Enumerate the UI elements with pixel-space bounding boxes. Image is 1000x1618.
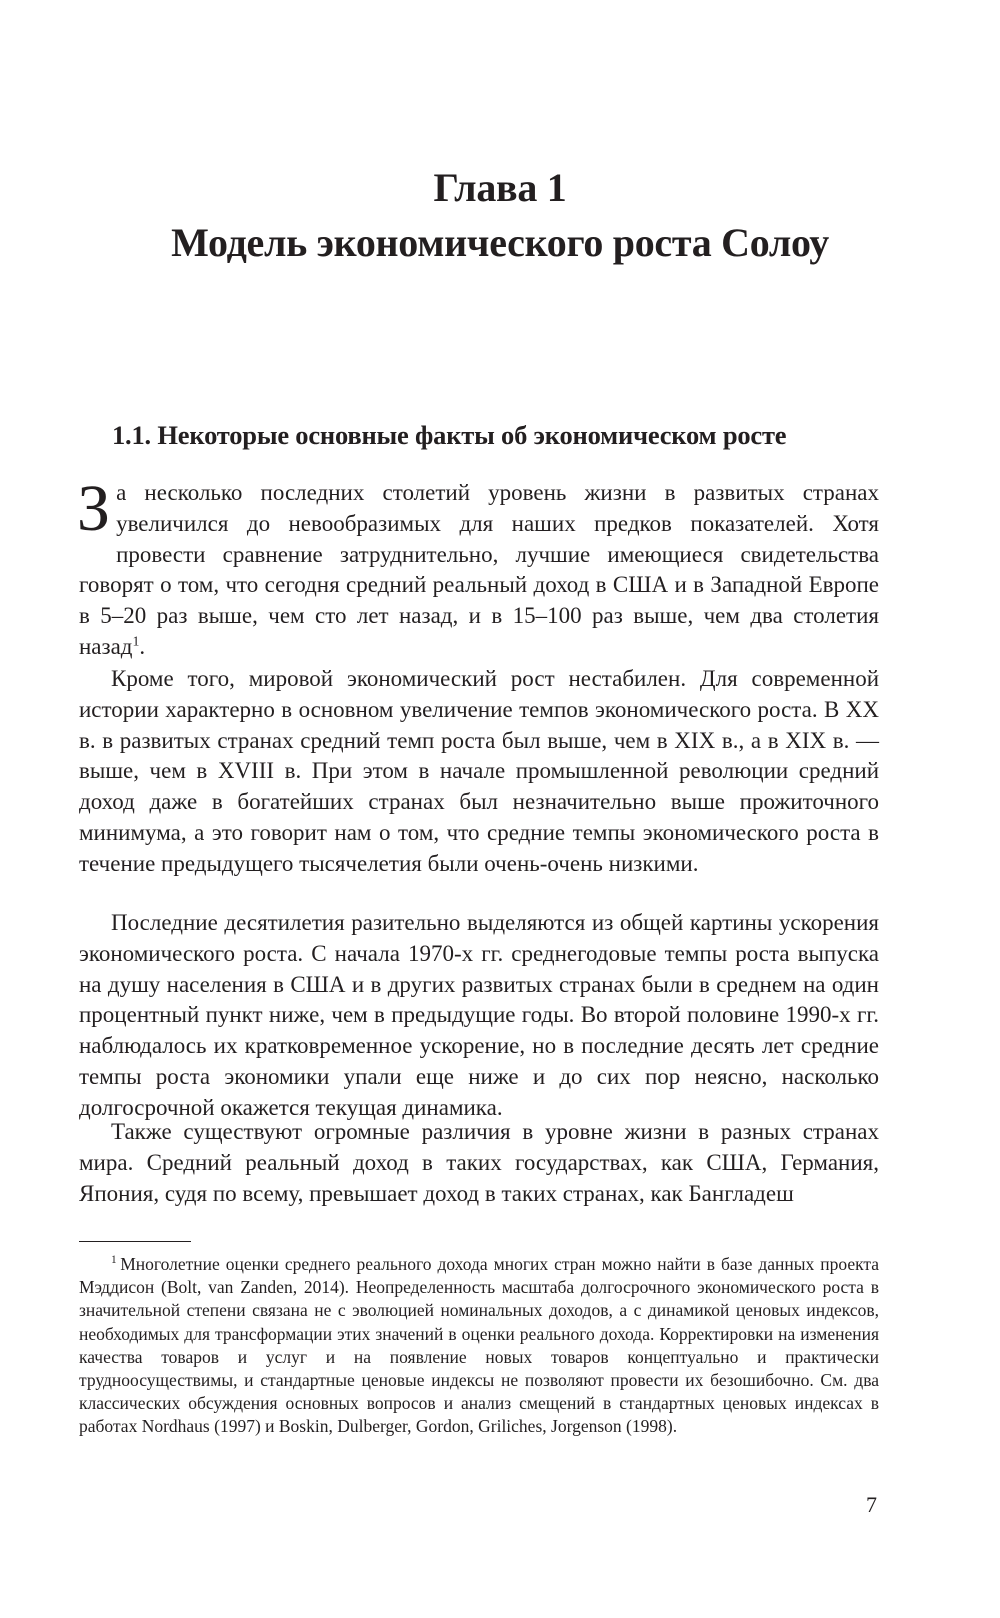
section-heading: 1.1. Некоторые основные факты об экономическом росте bbox=[112, 420, 787, 450]
footnote-divider bbox=[79, 1241, 191, 1242]
paragraph-1-tail: . bbox=[139, 633, 146, 659]
paragraph-3: Последние десятилетия разительно выделяются из общей картины ускорения экономического роста. С начала 1970-х гг. среднегодовые темпы роста выпуска на душу населения в США и в других развитых странах были в среднем на один процентный пункт ниже, чем в предыдущие годы. Во второй половине 1990-х гг. наблюдалось их кратковременное ускорение, но в последние десять лет средние темпы роста экономики упали еще ниже и до сих пор неясно, насколько долгосрочной окажется текущая динамика. bbox=[79, 910, 879, 1120]
footnote-marker: 1 bbox=[111, 1254, 117, 1267]
footnote-text: Многолетние оценки среднего реального дохода многих стран можно найти в базе данных проекта Мэддисон (Bolt, van Zanden, 2014). Неопределенность масштаба долгосрочного экономического роста в значительной степени связана не с эволюцией номинальных доходов, а с динамикой ценовых индексов, необходимых для трансформации этих значений в оценки реального дохода. Корректировки на изменения качества товаров и услуг и на появление новых товаров концептуально и практически трудноосуществимы, и стандартные ценовые индексы не позволяют провести их безошибочно. См. два классических обсуждения основных вопросов и анализ смещений в стандартных ценовых индексах в работах Nordhaus (1997) и Boskin, Dulberger, Gordon, Griliches, Jorgenson (1998). bbox=[79, 1254, 879, 1437]
chapter-title: Модель экономического роста Солоу bbox=[171, 220, 829, 265]
paragraph-4: Также существуют огромные различия в уровне жизни в разных странах мира. Средний реальный доход в таких государствах, как США, Германия, Япония, судя по всему, превышает доход в таких странах, как Бангладеш bbox=[79, 1119, 879, 1206]
drop-cap: З bbox=[77, 472, 111, 545]
paragraph-1-text: а несколько последних столетий уровень жизни в развитых странах увеличился до невообразимых для наших предков показателей. Хотя провести сравнение затруднительно, лучшие имеющиеся свидетельства говорят о том, что сегодня средний реальный доход в США и в Западной Европе в 5–20 раз выше, чем сто лет назад, и в 15–100 раз выше, чем два столетия назад bbox=[79, 480, 879, 659]
page-number: 7 bbox=[866, 1492, 877, 1517]
paragraph-2: Кроме того, мировой экономический рост нестабилен. Для современной истории характерно в основном увеличение темпов экономического роста. В XX в. в развитых странах средний темп роста был выше, чем в XIX в., а в XIX в. — выше, чем в XVIII в. При этом в начале промышленной революции средний доход даже в богатейших странах был незначительно выше прожиточного минимума, а это говорит нам о том, что средние темпы экономического роста в течение предыдущего тысячелетия были очень-очень низкими. bbox=[79, 666, 879, 876]
chapter-number: Глава 1 bbox=[433, 165, 567, 210]
footnote bbox=[79, 1253, 879, 1439]
paragraph-1 bbox=[77, 472, 879, 663]
footnote-reference[interactable]: 1 bbox=[132, 633, 140, 649]
